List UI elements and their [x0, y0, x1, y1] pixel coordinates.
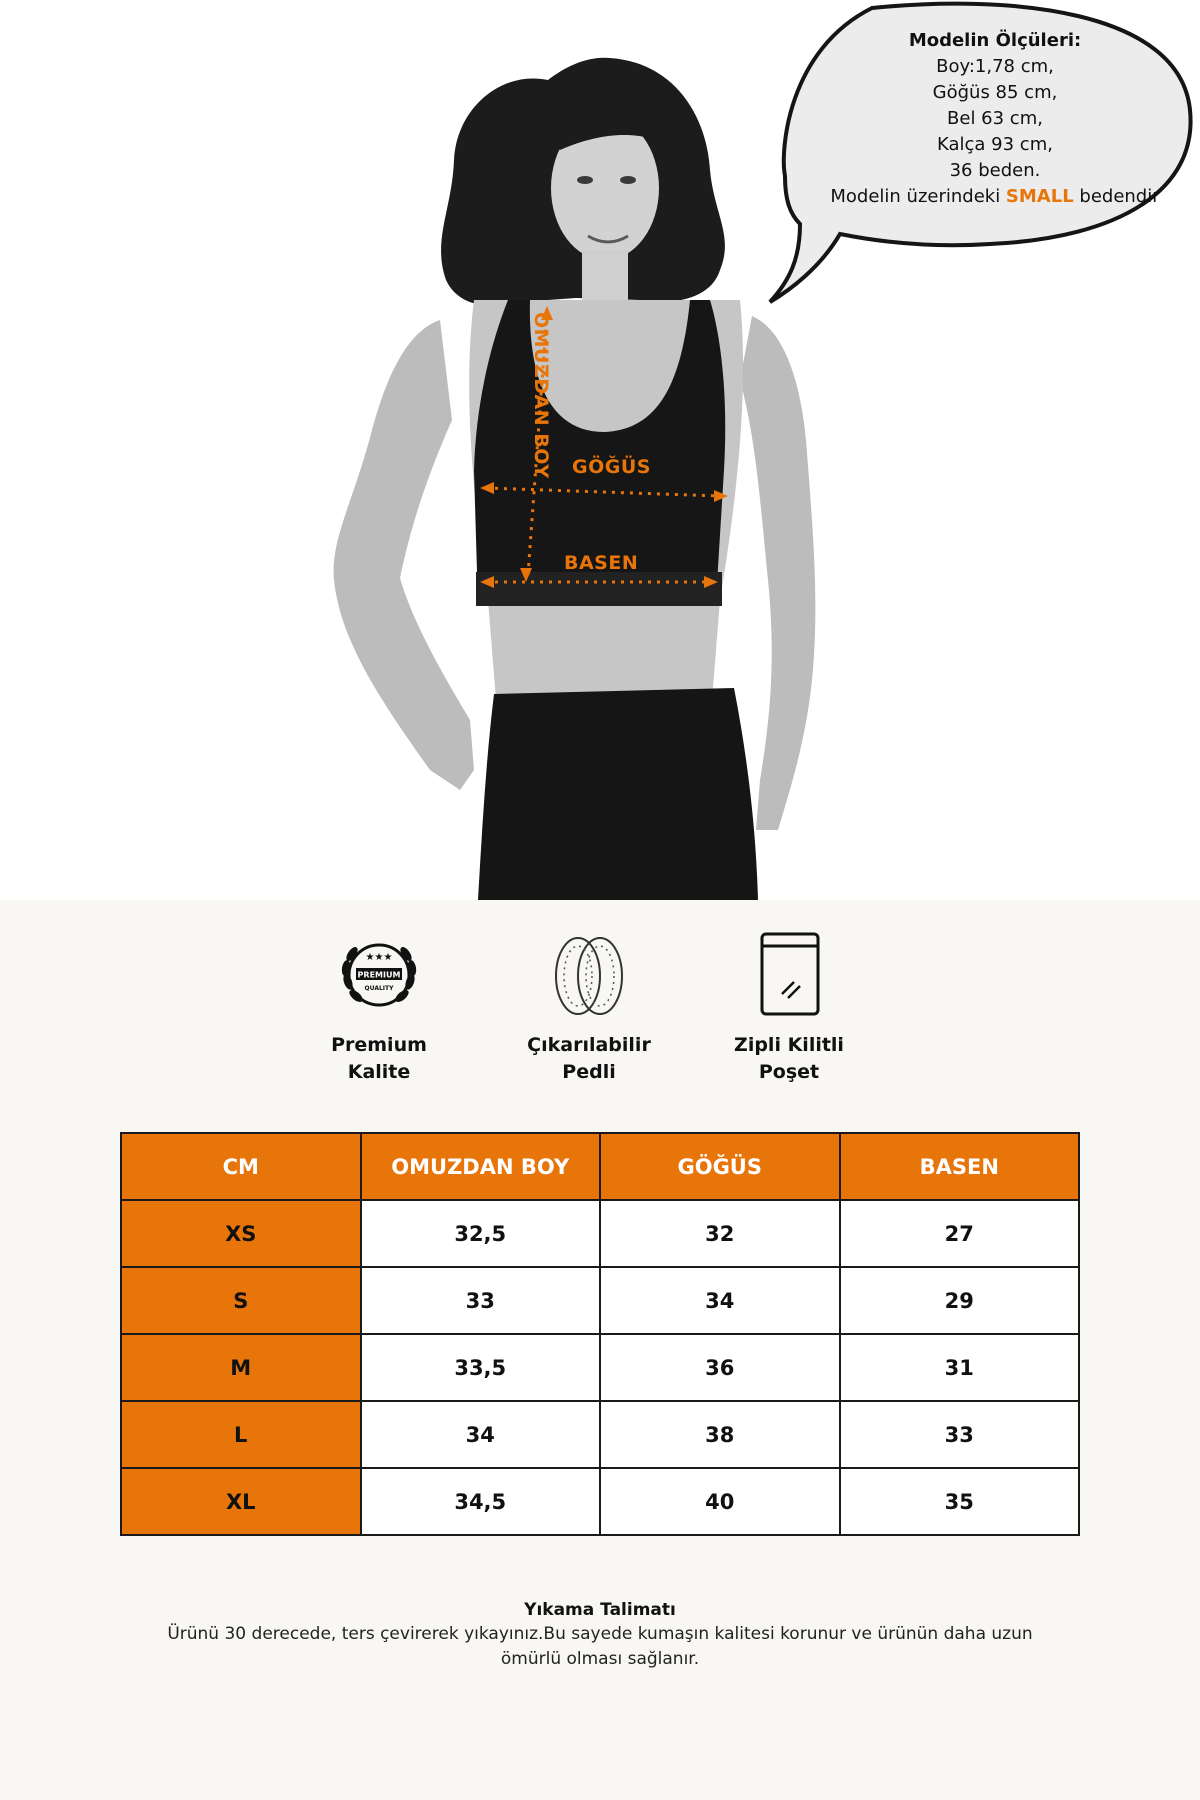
table-row [121, 1468, 1079, 1535]
header-cm: CM [121, 1133, 361, 1200]
washing-text-line-1: Ürünü 30 derecede, ters çevirerek yıkayınız.Bu sayede kumaşın kalitesi korunur ve ürünün daha uzun [167, 1624, 1033, 1644]
table-cell: 35 [840, 1468, 1080, 1535]
size-label: S [121, 1267, 361, 1334]
measurement-size: 36 beden. [949, 160, 1041, 181]
table-cell: 31 [840, 1334, 1080, 1401]
measurement-chest: Göğüs 85 cm, [932, 82, 1058, 103]
svg-text:★★★: ★★★ [365, 952, 393, 963]
table-cell: 38 [600, 1401, 840, 1468]
feature-pads-label: Çıkarılabilir Pedli [527, 1034, 651, 1083]
svg-text:QUALITY: QUALITY [364, 985, 394, 992]
table-cell: 34 [361, 1401, 601, 1468]
svg-text:PREMIUM: PREMIUM [357, 970, 401, 980]
table-row [121, 1401, 1079, 1468]
header-shoulder-length: OMUZDAN BOY [361, 1133, 601, 1200]
table-row [121, 1267, 1079, 1334]
measurements-title: Modelin Ölçüleri: [908, 30, 1082, 51]
model-size-note: Modelin üzerindeki SMALL bedendir [830, 186, 1160, 207]
table-cell: 40 [600, 1468, 840, 1535]
measurement-height: Boy:1,78 cm, [936, 56, 1054, 77]
table-cell: 33 [840, 1401, 1080, 1468]
shoulder-length-label: OMUZDAN BOY [530, 312, 552, 479]
feature-icons [0, 930, 1200, 1090]
feature-bag [689, 930, 889, 1086]
model-size-value: SMALL [1005, 186, 1074, 207]
table-cell: 34 [600, 1267, 840, 1334]
table-cell: 32 [600, 1200, 840, 1267]
chest-label: GÖĞÜS [572, 456, 651, 478]
table-cell: 33 [361, 1267, 601, 1334]
measurement-waist: Bel 63 cm, [947, 108, 1043, 129]
feature-premium-label: Premium Kalite [331, 1034, 427, 1083]
removable-pads-icon [544, 930, 634, 1020]
feature-pads [489, 930, 689, 1086]
table-row [121, 1334, 1079, 1401]
table-cell: 33,5 [361, 1334, 601, 1401]
measurement-hip: Kalça 93 cm, [937, 134, 1053, 155]
table-cell: 32,5 [361, 1200, 601, 1267]
washing-title: Yıkama Talimatı [524, 1600, 676, 1620]
arms [334, 320, 474, 790]
header-chest: GÖĞÜS [600, 1133, 840, 1200]
feature-premium [279, 930, 479, 1086]
feature-bag-label: Zipli Kilitli Poşet [734, 1034, 844, 1083]
size-chart-table [120, 1132, 1080, 1536]
size-label: XL [121, 1468, 361, 1535]
size-label: M [121, 1334, 361, 1401]
hip-label: BASEN [564, 552, 639, 574]
model-measurements [800, 28, 1190, 210]
header-hip: BASEN [840, 1133, 1080, 1200]
table-row [121, 1200, 1079, 1267]
washing-text-line-2: ömürlü olması sağlanır. [500, 1649, 700, 1669]
table-cell: 27 [840, 1200, 1080, 1267]
size-chart-header-row [121, 1133, 1079, 1200]
size-label: L [121, 1401, 361, 1468]
table-cell: 34,5 [361, 1468, 601, 1535]
size-label: XS [121, 1200, 361, 1267]
table-cell: 29 [840, 1267, 1080, 1334]
leggings [478, 688, 758, 900]
washing-instructions [100, 1598, 1100, 1672]
zip-lock-bag-icon [744, 930, 834, 1026]
table-cell: 36 [600, 1334, 840, 1401]
premium-quality-badge-icon [334, 930, 424, 1020]
